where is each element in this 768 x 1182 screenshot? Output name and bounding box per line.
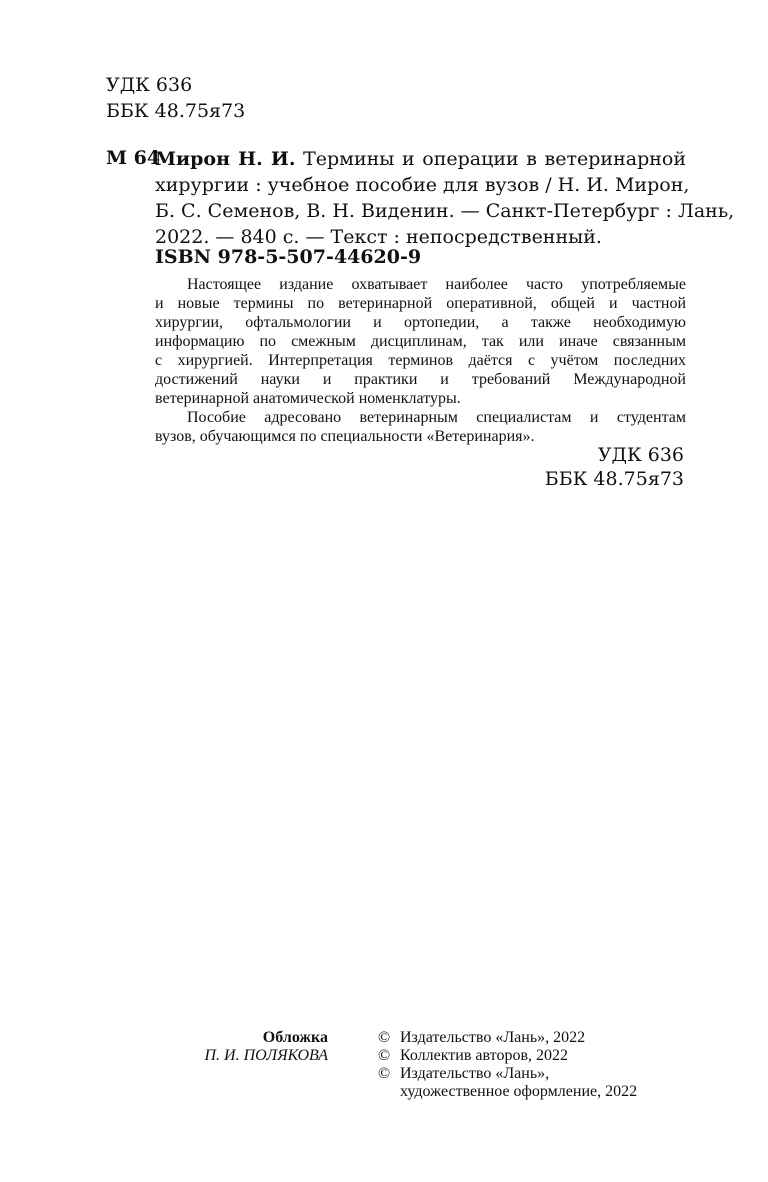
copyright-block [378, 1029, 688, 1101]
bib-line-4: 2022. — 840 с. — Текст : непосредственный. [155, 226, 602, 248]
copyright-icon: © [378, 1029, 391, 1046]
abstract-line: ветеринарной анатомической номенклатуры. [155, 390, 461, 407]
abstract [155, 275, 686, 446]
abstract-line: достижений науки и практики и требований Международной [155, 371, 686, 388]
bbk-code: ББК 48.75я73 [106, 100, 246, 122]
udk-code: УДК 636 [597, 444, 684, 466]
copyright-text: Издательство «Лань», [400, 1065, 550, 1082]
copyright-text: Издательство «Лань», 2022 [400, 1029, 586, 1046]
bib-line-3: Б. С. Семенов, В. Н. Виденин. — Санкт-Петербург : Лань, [155, 200, 735, 222]
abstract-line: информацию по смежным дисциплинам, так или иначе связанным [155, 333, 686, 350]
copyright-text: Коллектив авторов, 2022 [400, 1047, 568, 1064]
abstract-line: с хирургией. Интерпретация терминов даётся с учётом последних [155, 352, 686, 369]
abstract-line: и новые термины по ветеринарной оперативной, общей и частной [155, 295, 686, 312]
bib-line-1 [155, 146, 686, 172]
bbk-code: ББК 48.75я73 [544, 468, 684, 490]
bib-title: Термины и операции в ветеринарной [303, 148, 686, 170]
bibliographic-record [155, 146, 735, 250]
abstract-line: Настоящее издание охватывает наиболее часто употребляемые [187, 276, 686, 293]
cover-credit [204, 1029, 328, 1065]
udk-block-bottom [545, 443, 684, 491]
udk-code: УДК 636 [106, 74, 193, 96]
cover-designer: П. И. ПОЛЯКОВА [204, 1047, 328, 1064]
abstract-line: Пособие адресовано ветеринарным специалистам и студентам [187, 409, 686, 426]
isbn: ISBN 978-5-507-44620-9 [155, 246, 422, 268]
copyright-row [378, 1065, 688, 1083]
cover-label: Обложка [262, 1029, 328, 1046]
copyright-row [378, 1047, 688, 1065]
author-sign: М 64 [106, 147, 161, 169]
abstract-line: хирургии, офтальмологии и ортопедии, а также необходимую [155, 314, 686, 331]
copyright-icon: © [378, 1065, 391, 1082]
udk-block-top [106, 72, 245, 124]
bib-author: Мирон Н. И. [155, 148, 296, 170]
bib-line-2: хирургии : учебное пособие для вузов / Н. И. Мирон, [155, 174, 690, 196]
copyright-icon: © [378, 1047, 391, 1064]
copyright-continuation: художественное оформление, 2022 [400, 1083, 638, 1100]
copyright-row [378, 1029, 688, 1047]
abstract-line: вузов, обучающимся по специальности «Ветеринария». [155, 428, 535, 445]
